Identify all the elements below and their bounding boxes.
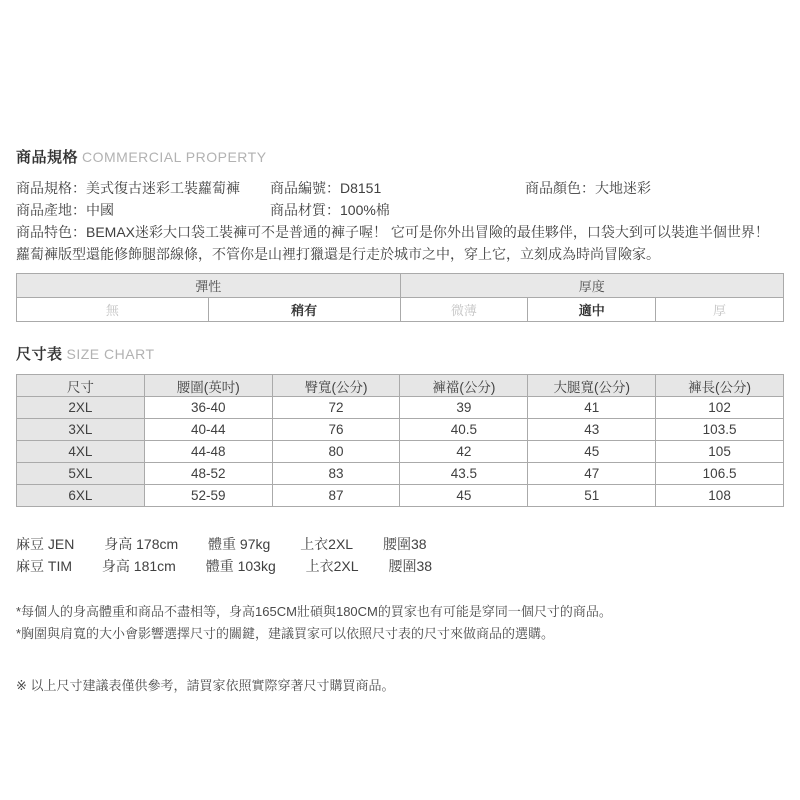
model-name: 麻豆 TIM [16,558,72,574]
size-cell: 43.5 [400,463,528,485]
thickness-thin-cell: 微薄 [400,298,528,322]
size-cell: 39 [400,397,528,419]
spec-field-color: 商品顏色：大地迷彩 [525,180,651,196]
spec-field-material: 商品材質：100%棉 [270,202,390,218]
col-header-waist: 腰圍(英吋) [144,375,272,397]
elasticity-none-cell: 無 [17,298,209,322]
size-chart-table [16,374,784,507]
size-cell: 44-48 [144,441,272,463]
model-waist: 腰圍38 [388,558,433,574]
model-weight: 體重 97kg [208,536,271,552]
size-cell: 106.5 [656,463,784,485]
model-line-tim [16,555,784,577]
model-name: 麻豆 JEN [16,536,75,552]
size-label: 5XL [17,463,145,485]
spec-field-origin: 商品產地：中國 [16,202,114,218]
size-label: 3XL [17,419,145,441]
size-cell: 105 [656,441,784,463]
size-cell: 83 [272,463,400,485]
size-header-row [17,375,784,397]
size-label: 4XL [17,441,145,463]
attribute-value-row [17,298,784,322]
col-header-length: 褲長(公分) [656,375,784,397]
model-line-jen [16,533,784,555]
size-cell: 102 [656,397,784,419]
note-text: *胸圍與肩寬的大小會影響選擇尺寸的關鍵，建議買家可以依照尺寸表的尺寸來做商品的選購。 [16,626,555,641]
model-waist: 腰圍38 [383,536,427,552]
size-cell: 51 [528,485,656,507]
model-top-size: 上衣2XL [305,558,359,574]
spec-title-zh: 商品規格 [16,149,79,166]
size-cell: 80 [272,441,400,463]
model-info [16,533,784,577]
attribute-header-row [17,274,784,298]
size-chart-section [16,343,784,507]
elasticity-slight-cell: 稍有 [208,298,400,322]
size-cell: 45 [528,441,656,463]
size-cell: 36-40 [144,397,272,419]
size-cell: 42 [400,441,528,463]
size-cell: 52-59 [144,485,272,507]
model-height: 身高 181cm [101,558,176,574]
size-row-6xl [17,485,784,507]
size-row-4xl [17,441,784,463]
size-cell: 40-44 [144,419,272,441]
spec-section-title [16,146,784,167]
spec-row-1 [16,177,784,199]
size-row-5xl [17,463,784,485]
spec-field-item-number: 商品編號：D8151 [270,180,382,196]
size-cell: 103.5 [656,419,784,441]
spec-section [16,146,784,265]
size-cell: 72 [272,397,400,419]
size-label: 2XL [17,397,145,419]
thickness-header: 厚度 [400,274,784,298]
col-header-size: 尺寸 [17,375,145,397]
size-chart-title [16,343,784,364]
col-header-hip: 臀寬(公分) [272,375,400,397]
size-cell: 48-52 [144,463,272,485]
size-row-3xl [17,419,784,441]
spec-field-name: 商品規格：美式復古迷彩工裝蘿蔔褲 [16,180,240,196]
elasticity-header: 彈性 [17,274,401,298]
size-cell: 76 [272,419,400,441]
size-cell: 41 [528,397,656,419]
model-height: 身高 178cm [104,536,179,552]
final-note: ※ 以上尺寸建議表僅供參考，請買家依照實際穿著尺寸購買商品。 [16,678,395,693]
size-cell: 87 [272,485,400,507]
col-header-crotch: 褲襠(公分) [400,375,528,397]
size-label: 6XL [17,485,145,507]
attribute-table [16,273,784,322]
size-title-zh: 尺寸表 [16,346,63,363]
size-title-en: SIZE CHART [66,346,155,362]
thickness-thick-cell: 厚 [656,298,784,322]
thickness-medium-cell: 適中 [528,298,656,322]
model-weight: 體重 103kg [205,558,276,574]
size-cell: 43 [528,419,656,441]
note-text: *每個人的身高體重和商品不盡相等，身高165CM壯碩與180CM的買家也有可能是穿同一個尺寸的商品。 [16,604,612,619]
size-notes [16,601,784,645]
model-top-size: 上衣2XL [300,536,354,552]
size-cell: 40.5 [400,419,528,441]
spec-row-2 [16,199,784,221]
size-cell: 45 [400,485,528,507]
col-header-thigh: 大腿寬(公分) [528,375,656,397]
feature-text: 商品特色：BEMAX迷彩大口袋工裝褲可不是普通的褲子喔！ 它可是你外出冒險的最佳夥伴，口袋大到可以裝進半個世界！ 蘿蔔褲版型還能修飾腿部線條，不管你是山裡打獵還是行走於城市之中，穿上它，立刻成為時尚冒險家。 [16,224,769,262]
size-cell: 108 [656,485,784,507]
size-cell: 47 [528,463,656,485]
size-row-2xl [17,397,784,419]
spec-title-en: COMMERCIAL PROPERTY [82,149,267,165]
